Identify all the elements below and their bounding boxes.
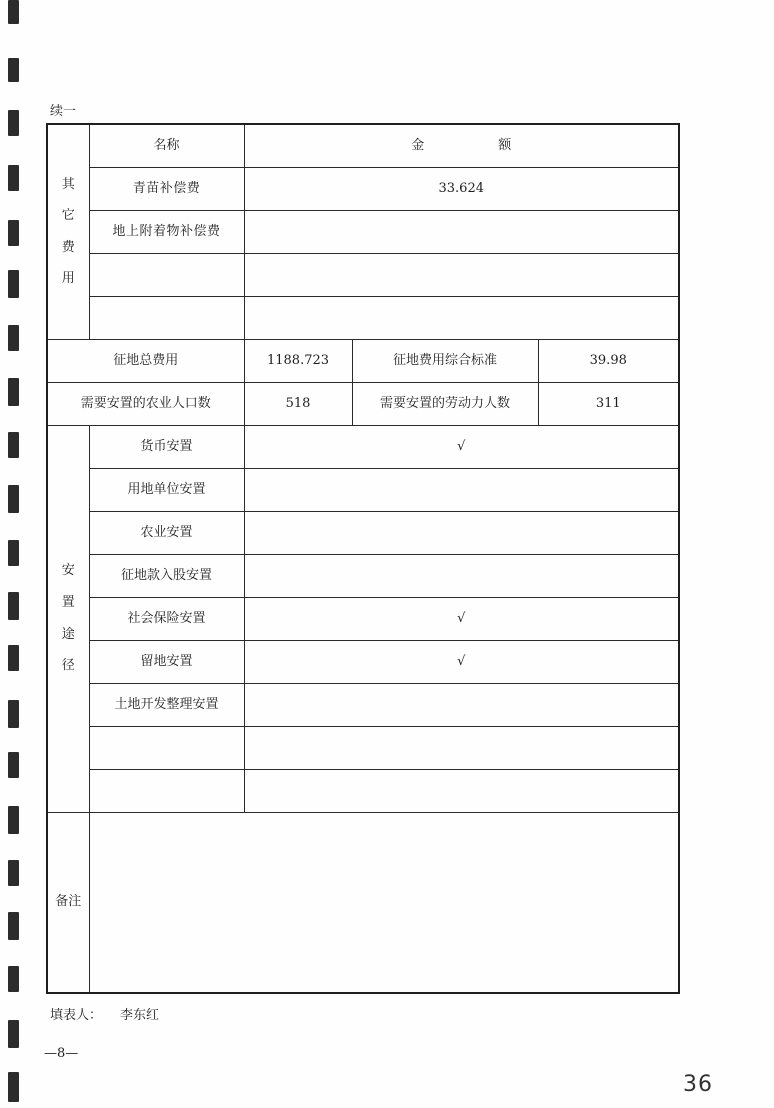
binding-mark xyxy=(8,325,19,351)
fee-row xyxy=(47,210,679,253)
binding-mark xyxy=(8,165,19,191)
check-mark xyxy=(244,726,679,769)
resettlement-row xyxy=(47,511,679,554)
check-mark xyxy=(244,554,679,597)
binding-mark xyxy=(8,110,19,136)
binding-mark xyxy=(8,270,19,298)
resettlement-row xyxy=(47,554,679,597)
agri-population-label: 需要安置的农业人口数 xyxy=(47,382,244,425)
fee-amount-cell: 33.624 xyxy=(244,167,679,210)
binding-mark xyxy=(8,645,19,671)
resettlement-row xyxy=(47,425,679,468)
binding-mark xyxy=(8,700,19,728)
resettlement-method-cell: 征地款入股安置 xyxy=(89,554,244,597)
binding-mark xyxy=(8,485,19,513)
binding-mark xyxy=(8,432,19,458)
check-mark xyxy=(244,468,679,511)
resettlement-method-cell: 社会保险安置 xyxy=(89,597,244,640)
population-row xyxy=(47,382,679,425)
resettlement-method-cell: 用地单位安置 xyxy=(89,468,244,511)
fee-amount-cell xyxy=(244,296,679,339)
agri-population-value: 518 xyxy=(244,382,352,425)
page-number: —8— xyxy=(44,1046,79,1061)
check-mark: √ xyxy=(244,425,679,468)
total-cost-row xyxy=(47,339,679,382)
fee-name-cell xyxy=(89,253,244,296)
binding-mark xyxy=(8,966,19,992)
binding-mark xyxy=(8,592,19,620)
resettlement-row xyxy=(47,468,679,511)
resettlement-method-cell: 农业安置 xyxy=(89,511,244,554)
check-mark: √ xyxy=(244,597,679,640)
check-mark xyxy=(244,769,679,812)
fee-name-cell: 地上附着物补偿费 xyxy=(89,210,244,253)
filler-label: 填表人： xyxy=(50,1008,103,1023)
check-mark xyxy=(244,683,679,726)
land-acquisition-form xyxy=(46,123,680,994)
resettlement-method-cell xyxy=(89,769,244,812)
standard-value: 39.98 xyxy=(538,339,679,382)
resettlement-method-cell: 土地开发整理安置 xyxy=(89,683,244,726)
resettlement-method-cell xyxy=(89,726,244,769)
binding-mark xyxy=(8,752,19,778)
fee-name-cell: 青苗补偿费 xyxy=(89,167,244,210)
binding-margin xyxy=(8,0,22,1108)
resettlement-row xyxy=(47,726,679,769)
resettlement-row xyxy=(47,597,679,640)
resettlement-row xyxy=(47,640,679,683)
filler-line xyxy=(50,1004,159,1023)
binding-mark xyxy=(8,1072,19,1102)
other-fees-header-row xyxy=(47,124,679,167)
remarks-row xyxy=(47,812,679,993)
binding-mark xyxy=(8,58,19,82)
remarks-label: 备注 xyxy=(47,812,89,993)
other-fees-section-label: 其 它 费 用 xyxy=(47,124,89,339)
binding-mark xyxy=(8,860,19,886)
binding-mark xyxy=(8,0,19,24)
total-cost-value: 1188.723 xyxy=(244,339,352,382)
binding-mark xyxy=(8,912,19,940)
continuation-label: 续一 xyxy=(50,104,77,119)
binding-mark xyxy=(8,540,19,566)
fee-name-cell xyxy=(89,296,244,339)
labor-count-label: 需要安置的劳动力人数 xyxy=(352,382,538,425)
fee-amount-cell xyxy=(244,210,679,253)
resettlement-section-label: 安 置 途 径 xyxy=(47,425,89,812)
standard-label: 征地费用综合标准 xyxy=(352,339,538,382)
check-mark xyxy=(244,511,679,554)
binding-mark xyxy=(8,378,19,406)
resettlement-row xyxy=(47,683,679,726)
resettlement-method-cell: 货币安置 xyxy=(89,425,244,468)
fee-row xyxy=(47,296,679,339)
resettlement-method-cell: 留地安置 xyxy=(89,640,244,683)
binding-mark xyxy=(8,806,19,834)
check-mark: √ xyxy=(244,640,679,683)
fee-row xyxy=(47,253,679,296)
labor-count-value: 311 xyxy=(538,382,679,425)
remarks-content xyxy=(89,812,679,993)
total-cost-label: 征地总费用 xyxy=(47,339,244,382)
name-column-header: 名称 xyxy=(89,124,244,167)
amount-column-header: 金 额 xyxy=(244,124,679,167)
archive-number: 36 xyxy=(683,1072,713,1097)
binding-mark xyxy=(8,220,19,246)
fee-amount-cell xyxy=(244,253,679,296)
fee-row xyxy=(47,167,679,210)
binding-mark xyxy=(8,1020,19,1048)
filler-name: 李东红 xyxy=(120,1008,160,1023)
resettlement-row xyxy=(47,769,679,812)
